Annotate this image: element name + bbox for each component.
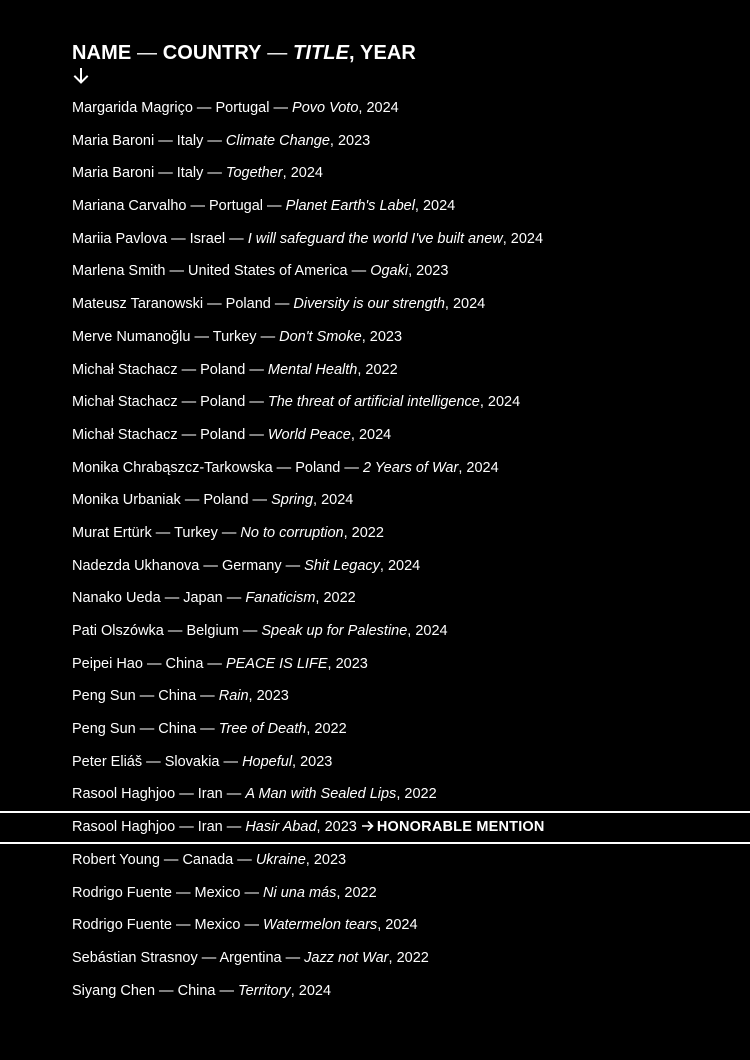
entry-separator: — xyxy=(238,623,262,639)
list-item xyxy=(0,713,750,746)
entry-comma: , xyxy=(290,982,299,999)
entry-year: 2023 xyxy=(313,851,347,868)
entry-name: Mariana Carvalho xyxy=(72,198,187,215)
entry-separator: — xyxy=(175,819,198,836)
entry-title: No to corruption xyxy=(240,524,344,541)
entry-year: 2024 xyxy=(452,296,486,313)
entry-separator: — xyxy=(135,721,159,738)
entry-separator: — xyxy=(248,492,272,509)
entry-year: 2023 xyxy=(324,819,357,836)
entry-separator: — xyxy=(142,753,165,770)
list-item xyxy=(0,975,750,1008)
list-item xyxy=(0,321,750,354)
entry-name: Siyang Chen xyxy=(72,982,156,999)
list-item xyxy=(0,615,750,648)
entry-year: 2024 xyxy=(415,623,448,639)
entry-separator: — xyxy=(225,230,248,247)
entry-year: 2022 xyxy=(365,361,398,378)
entry-comma: , xyxy=(306,721,315,738)
entry-title: Hopeful xyxy=(242,753,293,770)
entry-separator: — xyxy=(222,786,246,803)
list-item xyxy=(0,680,750,713)
entry-separator: — xyxy=(219,753,243,770)
entry-separator: — xyxy=(256,328,280,345)
entry-separator: — xyxy=(215,982,239,999)
entry-name: Robert Young xyxy=(72,851,160,868)
entry-comma: , xyxy=(414,198,423,215)
entry-country: Germany xyxy=(221,557,282,574)
entry-name: Michał Stachacz xyxy=(72,394,178,411)
header-title: TITLE xyxy=(293,42,350,64)
entry-name: Monika Urbaniak xyxy=(72,492,181,509)
entry-separator: — xyxy=(177,361,201,378)
entry-country: China xyxy=(177,982,216,999)
list-header xyxy=(72,40,416,66)
entry-country: Iran xyxy=(197,786,223,803)
entry-title: Ni una más xyxy=(263,884,337,901)
entry-separator: — xyxy=(186,198,210,215)
entry-comma: , xyxy=(444,296,453,313)
entry-separator: — xyxy=(203,296,226,313)
entry-country: Israel xyxy=(189,230,226,247)
entry-country: Argentina xyxy=(219,949,282,966)
entry-title: Povo Voto xyxy=(292,100,359,116)
entry-separator: — xyxy=(190,328,213,345)
entry-year: 2024 xyxy=(487,394,521,411)
entry-separator: — xyxy=(151,524,175,541)
entry-name: Pati Olszówka xyxy=(72,623,164,639)
entry-separator: — xyxy=(196,688,219,705)
entry-comma: , xyxy=(248,688,257,705)
entry-comma: , xyxy=(377,917,386,934)
list-item xyxy=(0,223,750,256)
entry-title: Watermelon tears xyxy=(263,917,378,934)
entry-year: 2024 xyxy=(422,198,456,215)
entry-name: Rodrigo Fuente xyxy=(72,884,172,901)
entry-separator: — xyxy=(175,786,198,803)
entry-year: 2022 xyxy=(344,884,377,901)
entry-country: Poland xyxy=(200,394,246,411)
list-item xyxy=(0,582,750,615)
entry-title: Ukraine xyxy=(255,851,306,868)
entry-separator: — xyxy=(171,917,195,934)
entry-year: 2022 xyxy=(396,949,429,966)
list-item xyxy=(0,157,750,190)
entry-title: I will safeguard the world I've built anew xyxy=(247,230,503,247)
entry-country: China xyxy=(158,721,197,738)
entry-separator: — xyxy=(135,688,159,705)
entry-separator: — xyxy=(203,132,226,149)
entry-comma: , xyxy=(343,524,352,541)
entry-name: Peter Eliáš xyxy=(72,753,143,770)
entry-title: Planet Earth's Label xyxy=(285,198,415,215)
entry-year: 2023 xyxy=(369,328,403,345)
header-dash: — xyxy=(261,42,293,64)
entry-separator: — xyxy=(269,100,293,116)
entry-comma: , xyxy=(292,753,301,770)
entry-separator: — xyxy=(347,263,371,280)
entry-country: Poland xyxy=(200,426,246,443)
entry-country: Italy xyxy=(176,132,204,149)
entry-name: Merve Numanoğlu xyxy=(72,328,191,345)
entry-country: Poland xyxy=(295,459,341,476)
entry-separator: — xyxy=(177,426,201,443)
entry-title: Together xyxy=(225,165,283,182)
entry-year: 2024 xyxy=(466,459,499,476)
entry-separator: — xyxy=(154,165,177,182)
entry-comma: , xyxy=(407,623,416,639)
entry-comma: , xyxy=(313,492,322,509)
entry-comma: , xyxy=(350,426,359,443)
entry-title: 2 Years of War xyxy=(362,459,459,476)
list-item xyxy=(0,648,750,681)
entry-separator: — xyxy=(203,655,226,672)
entry-title: Climate Change xyxy=(225,132,330,149)
entry-title: Fanaticism xyxy=(245,590,316,607)
entry-country: Iran xyxy=(197,819,223,836)
entry-name: Mateusz Taranowski xyxy=(72,296,204,313)
entry-name: Maria Baroni xyxy=(72,132,155,149)
list-item-highlighted xyxy=(0,811,750,844)
entry-country: United States of America xyxy=(188,263,348,280)
entry-year: 2024 xyxy=(387,557,421,574)
entry-title: Rain xyxy=(218,688,249,705)
entry-separator: — xyxy=(159,851,183,868)
honorable-mention-label: HONORABLE MENTION xyxy=(376,819,545,836)
entry-comma: , xyxy=(315,590,324,607)
entry-separator: — xyxy=(245,426,268,443)
entry-year: 2022 xyxy=(314,721,347,738)
entry-title: The threat of artificial intelligence xyxy=(267,394,480,411)
entry-name: Nanako Ueda xyxy=(72,590,161,607)
entry-name: Michał Stachacz xyxy=(72,361,178,378)
entry-name: Marlena Smith xyxy=(72,263,166,280)
entry-year: 2024 xyxy=(298,982,332,999)
entry-separator: — xyxy=(263,198,286,215)
entry-separator: — xyxy=(142,655,166,672)
entry-name: Peng Sun xyxy=(72,688,136,705)
entry-title: Diversity is our strength xyxy=(293,296,445,313)
entry-country: Portugal xyxy=(215,100,270,116)
entry-separator: — xyxy=(180,492,204,509)
entry-separator: — xyxy=(281,949,305,966)
entry-country: China xyxy=(165,655,204,672)
entry-country: Portugal xyxy=(209,198,264,215)
entry-name: Rasool Haghjoo xyxy=(72,819,176,836)
list-item xyxy=(0,877,750,910)
entry-separator: — xyxy=(222,590,246,607)
entry-title: Don't Smoke xyxy=(279,328,362,345)
list-item xyxy=(0,386,750,419)
entry-title: Speak up for Palestine xyxy=(261,623,408,639)
entry-separator: — xyxy=(233,851,256,868)
entry-country: Poland xyxy=(225,296,271,313)
list-item xyxy=(0,125,750,158)
entry-year: 2023 xyxy=(300,753,333,770)
entry-name: Rasool Haghjoo xyxy=(72,786,176,803)
entry-title: PEACE IS LIFE xyxy=(225,655,328,672)
entry-separator: — xyxy=(222,819,246,836)
entry-comma: , xyxy=(388,949,397,966)
entry-separator: — xyxy=(272,459,296,476)
entry-separator: — xyxy=(167,230,190,247)
header-year: , YEAR xyxy=(349,42,416,64)
entry-country: Slovakia xyxy=(164,753,220,770)
entry-country: Mexico xyxy=(194,917,241,934)
entry-country: Belgium xyxy=(186,623,239,639)
entry-year: 2024 xyxy=(366,100,399,116)
entry-comma: , xyxy=(316,819,325,836)
entry-comma: , xyxy=(305,851,314,868)
entry-country: Poland xyxy=(203,492,249,509)
list-item xyxy=(0,844,750,877)
entry-name: Rodrigo Fuente xyxy=(72,917,172,934)
entry-comma: , xyxy=(479,394,488,411)
entry-separator: — xyxy=(281,557,305,574)
entry-country: Poland xyxy=(200,361,246,378)
entry-year: 2024 xyxy=(290,165,323,182)
entry-separator: — xyxy=(197,949,220,966)
entry-title: World Peace xyxy=(267,426,351,443)
entry-year: 2024 xyxy=(321,492,354,509)
entry-title: Shit Legacy xyxy=(304,557,380,574)
arrow-down-icon xyxy=(72,67,90,85)
list-item xyxy=(0,550,750,583)
entry-comma: , xyxy=(379,557,388,574)
entry-title: Territory xyxy=(238,982,291,999)
entry-year: 2024 xyxy=(385,917,418,934)
entry-title: Jazz not War xyxy=(304,949,389,966)
entry-year: 2023 xyxy=(256,688,289,705)
entry-year: 2022 xyxy=(323,590,356,607)
entry-title: Spring xyxy=(271,492,314,509)
entry-year: 2023 xyxy=(337,132,371,149)
list-item xyxy=(0,942,750,975)
entry-name: Margarida Magriço xyxy=(72,100,193,116)
header-dash: — xyxy=(131,42,163,64)
entry-comma: , xyxy=(396,786,405,803)
entry-country: China xyxy=(158,688,197,705)
entry-country: Turkey xyxy=(212,328,257,345)
entry-name: Monika Chrabąszcz-Tarkowska xyxy=(72,459,273,476)
entry-separator: — xyxy=(340,459,363,476)
entry-year: 2022 xyxy=(351,524,384,541)
entry-separator: — xyxy=(196,721,219,738)
entry-separator: — xyxy=(240,884,264,901)
entry-comma: , xyxy=(282,165,291,182)
entry-comma: , xyxy=(408,263,417,280)
list-item xyxy=(0,354,750,387)
entry-name: Maria Baroni xyxy=(72,165,155,182)
header-name: NAME xyxy=(72,42,132,64)
entry-separator: — xyxy=(245,361,268,378)
entry-year: 2024 xyxy=(358,426,392,443)
entry-country: Turkey xyxy=(174,524,218,541)
entry-separator: — xyxy=(199,557,222,574)
entry-year: 2023 xyxy=(335,655,368,672)
entry-country: Canada xyxy=(182,851,234,868)
entry-comma: , xyxy=(458,459,467,476)
entry-separator: — xyxy=(203,165,226,182)
entry-name: Michał Stachacz xyxy=(72,426,178,443)
entry-name: Peipei Hao xyxy=(72,655,143,672)
list-item xyxy=(0,288,750,321)
list-item xyxy=(0,517,750,550)
entry-country: Italy xyxy=(176,165,204,182)
list-item xyxy=(0,778,750,811)
entry-year: 2024 xyxy=(510,230,544,247)
entry-year: 2023 xyxy=(416,263,449,280)
entry-comma: , xyxy=(358,100,367,116)
list-item xyxy=(0,92,750,125)
entry-comma: , xyxy=(502,230,511,247)
entry-separator: — xyxy=(192,100,216,116)
entry-name: Nadezda Ukhanova xyxy=(72,557,200,574)
entry-title: Ogaki xyxy=(370,263,409,280)
entry-comma: , xyxy=(327,655,336,672)
entry-title: Mental Health xyxy=(267,361,358,378)
entry-separator: — xyxy=(217,524,241,541)
arrow-right-icon xyxy=(361,820,374,832)
entry-separator: — xyxy=(163,623,187,639)
entry-name: Peng Sun xyxy=(72,721,136,738)
entry-comma: , xyxy=(329,132,338,149)
entry-year: 2022 xyxy=(404,786,437,803)
list-item xyxy=(0,419,750,452)
entry-comma: , xyxy=(357,361,366,378)
header-country: COUNTRY xyxy=(162,42,262,64)
entry-title: A Man with Sealed Lips xyxy=(245,786,397,803)
list-item xyxy=(0,746,750,779)
entry-list xyxy=(0,92,750,1007)
entry-separator: — xyxy=(160,590,184,607)
entry-comma: , xyxy=(361,328,370,345)
entry-separator: — xyxy=(155,982,178,999)
list-item xyxy=(0,909,750,942)
entry-comma: , xyxy=(336,884,345,901)
entry-title: Hasir Abad xyxy=(245,819,317,836)
entry-name: Murat Ertürk xyxy=(72,524,152,541)
entry-country: Japan xyxy=(183,590,223,607)
entry-country: Mexico xyxy=(194,884,241,901)
entry-separator: — xyxy=(245,394,268,411)
entry-name: Mariia Pavlova xyxy=(72,230,168,247)
entry-separator: — xyxy=(171,884,195,901)
entry-title: Tree of Death xyxy=(218,721,307,738)
list-item xyxy=(0,452,750,485)
entry-separator: — xyxy=(154,132,177,149)
entry-separator: — xyxy=(177,394,201,411)
list-item xyxy=(0,255,750,288)
list-item xyxy=(0,190,750,223)
list-item xyxy=(0,484,750,517)
entry-separator: — xyxy=(165,263,189,280)
entry-separator: — xyxy=(240,917,264,934)
entry-separator: — xyxy=(270,296,294,313)
entry-name: Sebástian Strasnoy xyxy=(72,949,198,966)
